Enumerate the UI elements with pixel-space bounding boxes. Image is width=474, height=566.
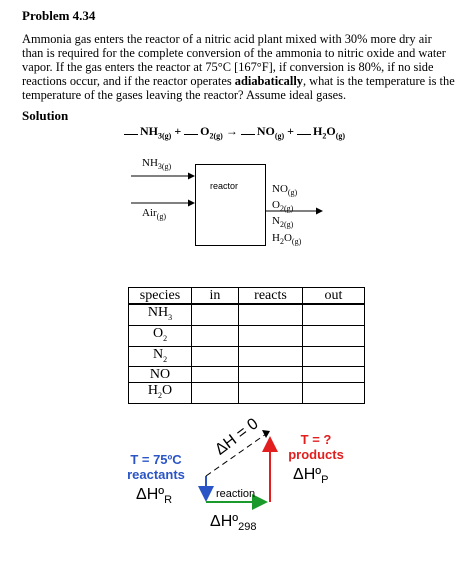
adiabatic-label: ΔH = 0 [212, 415, 262, 459]
reactants-enthalpy: ΔHº$_R$ [136, 486, 173, 507]
adiabatic-arrowhead [262, 430, 270, 438]
table-cell-species: $H_2O$ [129, 383, 192, 404]
solution-title: Solution [22, 108, 69, 123]
eq-arrow: → [225, 124, 238, 138]
products-block [283, 432, 349, 462]
table-cell-species: $O_2$ [129, 325, 192, 346]
table-header-species: species [129, 288, 192, 305]
reaction-enthalpy: ΔHº$_{298}$ [210, 513, 257, 534]
problem-text-part-2: , what is the temperature is the temperature of the gases leaving the reactor? Assume ideal gases. [22, 74, 455, 102]
reactants-temp: T = 75ºC [130, 452, 182, 467]
outlet-o2-label: $O_{2(g)}$ [272, 199, 294, 214]
outlet-n2-label: $N_{2(g)}$ [272, 215, 294, 230]
eq-o2: $O_{2(g)}$ [200, 124, 223, 141]
products-temp: T = ? [300, 432, 332, 447]
outlet-h2o-label: $H_2O_{(g)}$ [272, 231, 302, 246]
table-cell-species: $NH_3$ [129, 304, 192, 325]
eq-plus: + [287, 124, 295, 138]
inlet-nh3-label: $NH_{3(g)}$ [142, 157, 172, 172]
table-header-reacts: reacts [239, 288, 303, 305]
products-label: products [288, 447, 344, 462]
table-cell-species: $N_2$ [129, 346, 192, 367]
table-header-out: out [303, 288, 365, 305]
problem-text-bold: adiabatically [234, 74, 303, 88]
products-enthalpy: ΔHº$_P$ [293, 466, 329, 487]
table-cell-species: NO [129, 367, 192, 383]
table-header-in: in [192, 288, 239, 305]
reactants-label: reactants [127, 467, 185, 482]
eq-nh3: $NH_{3(g)}$ [140, 124, 172, 141]
problem-text-part-1: Ammonia gas enters the reactor of a nitric acid plant mixed with 30% more dry air than is required for the complete conversion of the ammonia to nitric oxide and water vapor. If the gas enters the reactor at 75°C [167°F], if conversion is 80%, if no side reactions occur, and if the reactor operates [22, 32, 446, 88]
inlet-air-label: Air$_{(g)}$ [142, 207, 166, 222]
problem-title: Problem 4.34 [22, 8, 96, 23]
reactants-block [118, 452, 194, 482]
reactor-label: reactor [210, 181, 239, 191]
eq-plus: + [174, 124, 182, 138]
reaction-label: reaction [216, 488, 256, 500]
eq-no: $NO_{(g)}$ [256, 124, 285, 141]
outlet-no-label: $NO_{(g)}$ [272, 183, 298, 198]
eq-h2o: $H_2O_{(g)}$ [313, 124, 346, 141]
